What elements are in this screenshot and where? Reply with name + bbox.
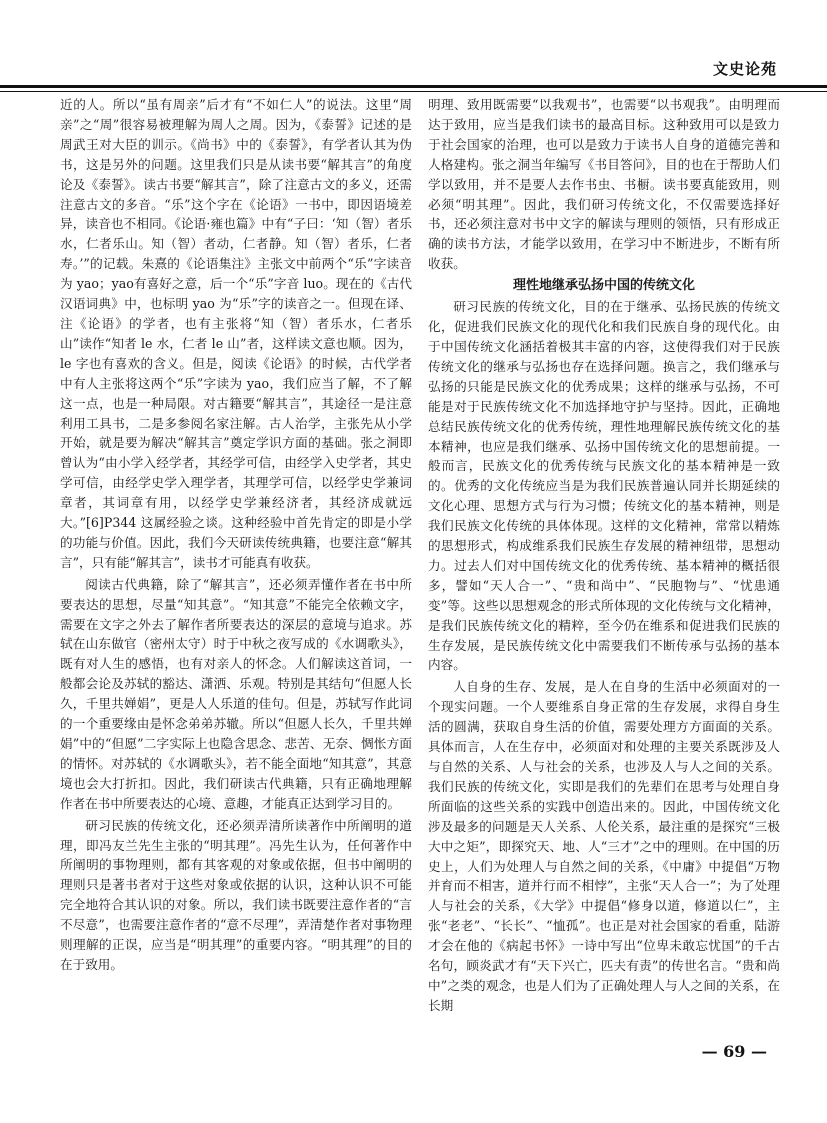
left-column bbox=[60, 95, 412, 1025]
body-paragraph: 研习民族的传统文化，目的在于继承、弘扬民族的传统文化，促进我们民族文化的现代化和我们民族自身的现代化。由于中国传统文化涵括着极其丰富的内容，这使得我们对于民族传统文化的继承与弘扬也存在选择问题。换言之，我们继承与弘扬的只能是民族文化的优秀成果；这样的继承与弘扬，不可能是对于民族传统文化不加选择地守护与坚持。因此，正确地总结民族传统文化的优秀传统，理性地理解民族传统文化的基本精神，也应是我们继承、弘扬中国传统文化的思想前提。一般而言，民族文化的优秀传统与民族文化的基本精神是一致的。优秀的文化传统应当是为我们民族普遍认同并长期延续的文化心理、思想方式与行为习惯；传统文化的基本精神，则是我们民族文化传统的具体体现。这样的文化精神，常常以精炼的思想形式，构成维系我们民族生存发展的精神纽带，思想动力。过去人们对中国传统文化的优秀传统、基本精神的概括很多，譬如“天人合一”、“贵和尚中”、“民胞物与”、“忧患通变”等。这些以思想观念的形式所体现的文化传统与文化精神，是我们民族传统文化的精粹，至今仍在维系和促进我们民族的生存发展，是民族传统文化中需要我们不断传承与弘扬的基本内容。 bbox=[428, 299, 780, 673]
section-title: 文史论苑 bbox=[712, 60, 777, 78]
body-paragraph: 近的人。所以“虽有周亲”后才有“不如仁人”的说法。这里“周亲”之“周”很容易被理解为周人之周。因为，《泰誓》记述的是周武王对大臣的训示。《尚书》中的《泰誓》，有学者认其为伪书，这是另外的问题。这里我们只是从读书要“解其言”的角度论及《泰誓》。读古书要“解其言”，除了注意古文的多义，还需注意古文的多音。“乐”这个字在《论语》一书中，即因语境差异，读音也不相同。《论语·雍也篇》中有“子曰：‘知（智）者乐水，仁者乐山。知（智）者动，仁者静。知（智）者乐，仁者寿。’”的记载。朱熹的《论语集注》主张文中前两个“乐”字读音为 yao；yao有喜好之意，后一个“乐”字音 luo。现在的《古代汉语词典》中，也标明 yao 为“乐”字的读音之一。但现在译、注《论语》的学者，也有主张将“知（智）者乐水，仁者乐山”读作“知者 le 水，仁者 le 山”者，这样读文意也顺。因为，le 字也有喜欢的含义。但是，阅读《论语》的时候，古代学者中有人主张将这两个“乐”字读为 yao，我们应当了解，不了解这一点，也是一种局限。对古籍要“解其言”，其途径一是注意利用工具书，二是多参阅名家注解。古人治学，主张先从小学开始，就是要为解决“解其言”奠定学识方面的基础。张之洞即曾认为“由小学入经学者，其经学可信，由经学入史学者，其史学可信，由经学史学入理学者，其理学可信，以经学史学兼词章者，其词章有用，以经学史学兼经济者，其经济成就远大。”[6]P344 这属经验之谈。这种经验中首先肯定的即是小学的功能与价值。因此，我们今天研读传统典籍，也要注意“解其言”，只有能“解其言”，读书才可能真有收获。 bbox=[60, 97, 412, 570]
page-number: — 69 — bbox=[701, 1042, 767, 1061]
right-column bbox=[428, 95, 780, 1025]
header-rule-thin bbox=[0, 91, 827, 92]
body-paragraph: 人自身的生存、发展，是人在自身的生活中必须面对的一个现实问题。一个人要维系自身正常的生存发展，求得自身生活的圆满，获取自身生活的价值，需要处理方方面面的关系。具体而言，人在生存中，必须面对和处理的主要关系既涉及人与自然的关系、人与社会的关系，也涉及人与人之间的关系。我们民族的传统文化，实即是我们的先辈们在思考与处理自身所面临的这些关系的实践中创造出来的。因此，中国传统文化涉及最多的问题是天人关系、人伦关系，最注重的是探究“三极大中之矩”，即探究天、地、人“三才”之中的理则。在中国的历史上，人们为处理人与自然之间的关系，《中庸》中提倡“万物并育而不相害，道并行而不相悖”，主张“天人合一”；为了处理人与社会的关系，《大学》中提倡“修身以道，修道以仁”，主张“老老”、“长长”、“恤孤”。也正是对社会国家的看重，陆游才会在他的《病起书怀》一诗中写出“位卑未敢忘忧国”的千古名句，顾炎武才有“天下兴亡，匹夫有责”的传世名言。“贵和尚中”之类的观念，也是人们为了正确处理人与人之间的关系，在长期 bbox=[428, 679, 780, 1013]
body-paragraph: 研习民族的传统文化，还必须弄清所读著作中所阐明的道理，即冯友兰先生主张的“明其理”。冯先生认为，任何著作中所阐明的事物理则，都有其客观的对象或依据，但书中阐明的理则只是著书者对于这些对象或依据的认识，这种认识不可能完全地符合其认识的对象。所以，我们读书既要注意作者的“言不尽意”，也需要注意作者的“意不尽理”，弄清楚作者对事物理则理解的正误，应当是“明其理”的重要内容。“明其理”的目的在于致用。 bbox=[60, 817, 412, 972]
header-rule-thick bbox=[0, 85, 827, 88]
body-paragraph: 明理、致用既需要“以我观书”，也需要“以书观我”。由明理而达于致用，应当是我们读书的最高目标。这种致用可以是致力于社会国家的治理，也可以是致力于读书人自身的道德完善和人格建构。张之洞当年编写《书目答问》，目的也在于帮助人们学以致用，并不是要人去作书虫、书橱。读书要真能致用，则必须“明其理”。因此，我们研习传统文化，不仅需要选择好书，还必须注意对书中文字的解读与理则的领悟，只有形成正确的读书方法，才能学以致用，在学习中不断进步，不断有所收获。 bbox=[428, 97, 780, 272]
section-heading: 理性地继承弘扬中国的传统文化 bbox=[512, 278, 695, 294]
running-header bbox=[0, 0, 827, 94]
body-paragraph: 阅读古代典籍，除了“解其言”，还必须弄懂作者在书中所要表达的思想，尽量“知其意”。“知其意”不能完全依赖文字，需要在文字之外去了解作者所要表达的深层的意境与追求。苏轼在山东做官（密州太守）时于中秋之夜写成的《水调歌头》，既有对人生的感悟，也有对亲人的怀念。人们解读这首词，一般都会论及苏轼的豁达、潇洒、乐观。特别是其结句“但愿人长久，千里共婵娟”，更是人人乐道的佳句。但是，苏轼写作此词的一个重要缘由是怀念弟弟苏辙。所以“但愿人长久，千里共婵娟”中的“但愿”二字实际上也隐含思念、悲苦、无奈、惆怅方面的情怀。对苏轼的《水调歌头》，若不能全面地“知其意”，其意境也会大打折扣。因此，我们研读古代典籍，只有正确地理解作者在书中所要表达的心境、意趣，才能真正达到学习目的。 bbox=[60, 576, 412, 811]
